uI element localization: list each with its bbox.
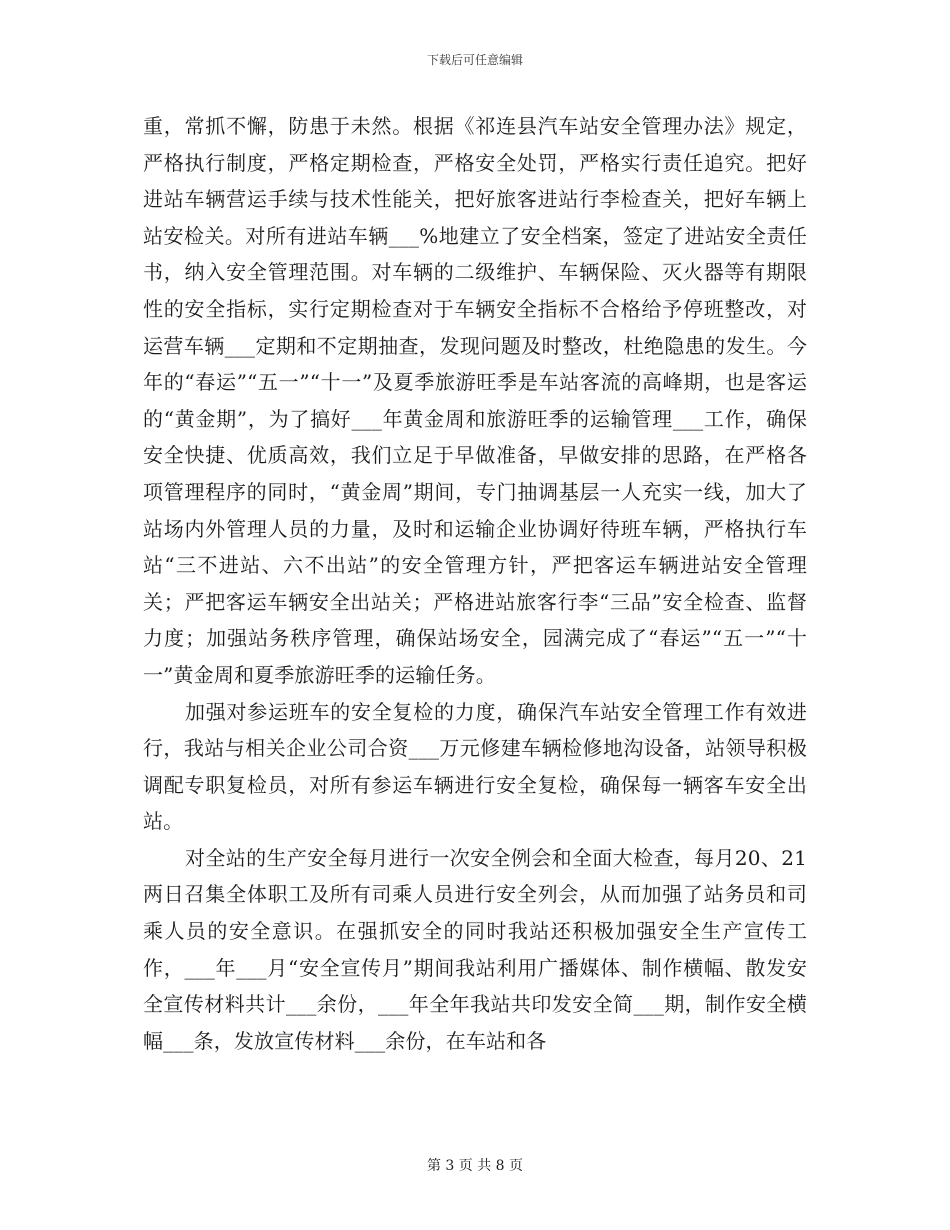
page-number: 第 3 页 共 8 页 — [426, 1158, 524, 1174]
paragraph-3: 对全站的生产安全每月进行一次安全例会和全面大检查，每月20、21两日召集全体职工及所有司乘人员进行安全列会，从而加强了站务员和司乘人员的安全意识。在强抓安全的同时我站还积极加强安全生产宣传工作，___年___月“安全宣传月”期间我站利用广播媒体、制作横幅、散发安全宣传材料共计___余份，___年全年我站共印发安全简___期，制作安全横幅___条，发放宣传材料___余份，在车站和各 — [143, 845, 807, 1053]
paragraph-1: 重，常抓不懈，防患于未然。根据《祁连县汽车站安全管理办法》规定，严格执行制度，严格定期检查，严格安全处罚，严格实行责任追究。把好进站车辆营运手续与技术性能关，把好旅客进站行李检查关，把好车辆上站安检关。对所有进站车辆___%地建立了安全档案，签定了进站安全责任书，纳入安全管理范围。对车辆的二级维护、车辆保险、灭火器等有期限性的安全指标，实行定期检查对于车辆安全指标不合格给予停班整改，对运营车辆___定期和不定期抽查，发现问题及时整改，杜绝隐患的发生。今年的“春运”“五一”“十一”及夏季旅游旺季是车站客流的高峰期，也是客运的“黄金期”，为了搞好___年黄金周和旅游旺季的运输管理___工作，确保安全快捷、优质高效，我们立足于早做准备，早做安排的思路，在严格各项管理程序的同时，“黄金周”期间，专门抽调基层一人充实一线，加大了站场内外管理人员的力量，及时和运输企业协调好待班车辆，严格执行车站“三不进站、六不出站”的安全管理方针，严把客运车辆进站安全管理关；严把客运车辆安全出站关；严格进站旅客行李“三品”安全检查、监督力度；加强站务秩序管理，确保站场安全，园满完成了“春运”“五一”“十一”黄金周和夏季旅游旺季的运输任务。 — [143, 114, 807, 687]
page-header-note: 下载后可任意编辑 — [426, 53, 523, 67]
paragraph-2: 加强对参运班车的安全复检的力度，确保汽车站安全管理工作有效进行，我站与相关企业公司合资___万元修建车辆检修地沟设备，站领导积极调配专职复检员，对所有参运车辆进行安全复检，确保每一辆客车安全出站。 — [143, 699, 807, 834]
document-body — [143, 108, 807, 1059]
